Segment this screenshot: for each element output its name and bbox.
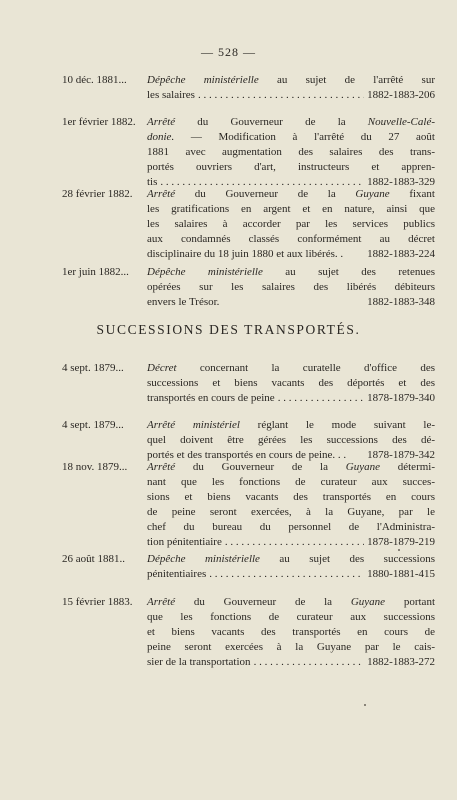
text-line: [147, 361, 435, 376]
text-segment: — Modification à l'arrêté du 27 août: [174, 131, 435, 143]
text-line: [147, 475, 435, 490]
text-line: [147, 130, 435, 145]
text-line: [147, 610, 435, 625]
line-text: [147, 187, 435, 202]
dot-leader: [278, 391, 364, 406]
reference-number: 1878-1879-342: [367, 449, 435, 461]
line-text: [147, 160, 435, 175]
line-text: [147, 265, 435, 280]
reference-number: 1878-1879-219: [367, 536, 435, 548]
text-segment: nant que les fonctions de curateur aux succes-: [147, 476, 435, 488]
italic-text: Guyane: [345, 461, 380, 473]
line-text: [147, 640, 435, 655]
line-text: [147, 376, 435, 391]
entry-date: 18 nov. 1879...: [62, 461, 128, 473]
text-segment: du Gouverneur de la: [175, 596, 351, 608]
text-line: [147, 535, 435, 550]
entry-description: [147, 265, 435, 310]
text-line: [147, 280, 435, 295]
line-text: [147, 202, 435, 217]
text-segment: les gratifications en argent et en nature, ainsi que: [147, 203, 435, 215]
text-line: [147, 505, 435, 520]
text-line: [147, 640, 435, 655]
entry-date: 26 août 1881..: [62, 553, 125, 565]
text-segment: sions et biens vacants des transportés en cours: [147, 491, 435, 503]
text-segment: les salaires à accorder par les services publics: [147, 218, 435, 230]
line-text: [147, 535, 222, 550]
text-line: [147, 232, 435, 247]
text-segment: et biens vacants des transportés en cours de: [147, 626, 435, 638]
line-text: [147, 475, 435, 490]
section-title: SUCCESSIONS DES TRANSPORTÉS.: [96, 322, 361, 337]
text-line: [147, 145, 435, 160]
text-segment: portés et des transportés en cours de peine. . .: [147, 449, 347, 461]
text-line: [147, 295, 435, 310]
line-text: [147, 433, 435, 448]
dot-leader: [198, 88, 364, 103]
text-line: [147, 595, 435, 610]
text-segment: aux condamnés classés conformément au décret: [147, 233, 435, 245]
text-line: [147, 217, 435, 232]
text-line: [147, 73, 435, 88]
entry-date: 10 déc. 1881...: [62, 74, 127, 86]
text-line: [147, 187, 435, 202]
italic-text: Dépêche ministérielle: [147, 74, 259, 86]
text-segment: envers le Trésor.: [147, 296, 220, 308]
text-line: [147, 520, 435, 535]
text-segment: détermi-: [379, 461, 436, 473]
reference-number: 1882-1883-348: [367, 296, 435, 308]
line-text: [147, 625, 435, 640]
text-segment: au sujet des retenues: [262, 266, 435, 278]
text-segment: tis: [147, 176, 158, 188]
text-line: [147, 460, 435, 475]
text-segment: transportés en cours de peine: [147, 392, 275, 404]
reference-number: 1882-1883-224: [367, 248, 435, 260]
entry-description: [147, 361, 435, 406]
entry-date: 4 sept. 1879...: [62, 419, 124, 431]
text-segment: au sujet des successions: [259, 553, 435, 565]
text-segment: portant: [385, 596, 435, 608]
text-line: [147, 655, 435, 670]
line-text: [147, 567, 206, 582]
line-text: [147, 130, 435, 145]
text-line: [147, 552, 435, 567]
text-segment: quel doivent être gérées les successions des dé-: [147, 434, 435, 446]
paper-speck: [398, 549, 400, 551]
line-text: [147, 295, 219, 310]
line-text: [147, 490, 435, 505]
reference-number: 1882-1883-272: [367, 656, 435, 668]
paper-speck: [364, 704, 366, 706]
entry-description: [147, 552, 435, 582]
text-segment: portés ouvriers d'art, instructeurs et appren-: [147, 161, 435, 173]
line-text: [147, 115, 435, 130]
line-text: [147, 552, 435, 567]
text-segment: disciplinaire du 18 juin 1880 et aux libérés. .: [147, 248, 344, 260]
text-segment: au sujet de l'arrêté sur: [258, 74, 435, 86]
line-text: [147, 595, 435, 610]
italic-text: Nouvelle-Calé-: [367, 116, 435, 128]
line-text: [147, 280, 435, 295]
text-line: [147, 391, 435, 406]
text-segment: 1881 avec augmentation des salaires des trans-: [147, 146, 435, 158]
reference-number: 1882-1883-206: [367, 89, 435, 101]
text-segment: peine seront exercées à la Guyane par le cais-: [147, 641, 435, 653]
line-text: [147, 655, 251, 670]
italic-text: donie.: [147, 131, 175, 143]
italic-text: Arrêté: [147, 596, 176, 608]
line-text: [147, 361, 435, 376]
entry-description: [147, 460, 435, 550]
text-segment: opérées sur les salaires des libérés débiteurs: [147, 281, 435, 293]
text-line: [147, 115, 435, 130]
line-text: [147, 505, 435, 520]
italic-text: Arrêté ministériel: [147, 419, 240, 431]
text-line: [147, 265, 435, 280]
line-text: [147, 460, 435, 475]
line-text: [147, 88, 195, 103]
entry-description: [147, 418, 435, 463]
page-number: — 528 —: [201, 45, 256, 59]
text-line: [147, 160, 435, 175]
dot-leader: [254, 655, 365, 670]
entry-date: 28 février 1882.: [62, 188, 133, 200]
entry-description: [147, 73, 435, 103]
entry-description: [147, 595, 435, 670]
entry-date: 1er juin 1882...: [62, 266, 129, 278]
entry-description: [147, 187, 435, 262]
text-line: [147, 433, 435, 448]
line-text: [147, 418, 435, 433]
reference-number: 1880-1881-415: [367, 568, 435, 580]
italic-text: Guyane: [350, 596, 386, 608]
line-text: [147, 145, 435, 160]
text-line: [147, 376, 435, 391]
text-line: [147, 418, 435, 433]
line-text: [147, 217, 435, 232]
reference-number: 1882-1883-329: [367, 176, 435, 188]
dot-leader: [225, 535, 364, 550]
text-line: [147, 202, 435, 217]
text-segment: les salaires: [147, 89, 195, 101]
italic-text: Dépêche ministérielle: [147, 266, 263, 278]
text-line: [147, 490, 435, 505]
text-segment: du Gouverneur de la: [175, 461, 346, 473]
text-segment: du Gouverneur de la: [175, 188, 356, 200]
italic-text: Arrêté: [147, 116, 176, 128]
line-text: [147, 247, 343, 262]
text-segment: de peine seront exercées, à la Guyane, par le: [147, 506, 435, 518]
text-segment: réglant le mode suivant le-: [239, 419, 436, 431]
line-text: [147, 520, 435, 535]
entry-date: 1er février 1882.: [62, 116, 136, 128]
line-text: [147, 73, 435, 88]
line-text: [147, 232, 435, 247]
text-segment: du Gouverneur de la: [175, 116, 368, 128]
italic-text: Guyane: [355, 188, 390, 200]
entry-description: [147, 115, 435, 190]
line-text: [147, 391, 275, 406]
line-text: [147, 610, 435, 625]
text-segment: que les fonctions de curateur aux successions: [147, 611, 435, 623]
text-segment: successions et biens vacants des déportés et des: [147, 377, 435, 389]
text-line: [147, 88, 435, 103]
entry-date: 15 février 1883.: [62, 596, 133, 608]
text-segment: tion pénitentiaire: [147, 536, 222, 548]
text-segment: sier de la transportation: [147, 656, 251, 668]
text-line: [147, 625, 435, 640]
text-segment: chef du bureau du personnel de l'Administra-: [147, 521, 435, 533]
italic-text: Dépêche ministérielle: [147, 553, 260, 565]
reference-number: 1878-1879-340: [367, 392, 435, 404]
italic-text: Arrêté: [147, 188, 176, 200]
dot-leader: [209, 567, 364, 582]
text-line: [147, 247, 435, 262]
text-segment: fixant: [389, 188, 435, 200]
italic-text: Arrêté: [147, 461, 176, 473]
entry-date: 4 sept. 1879...: [62, 362, 124, 374]
text-line: [147, 567, 435, 582]
italic-text: Décret: [147, 362, 177, 374]
text-segment: pénitentiaires: [147, 568, 207, 580]
text-segment: concernant la curatelle d'office des: [176, 362, 435, 374]
